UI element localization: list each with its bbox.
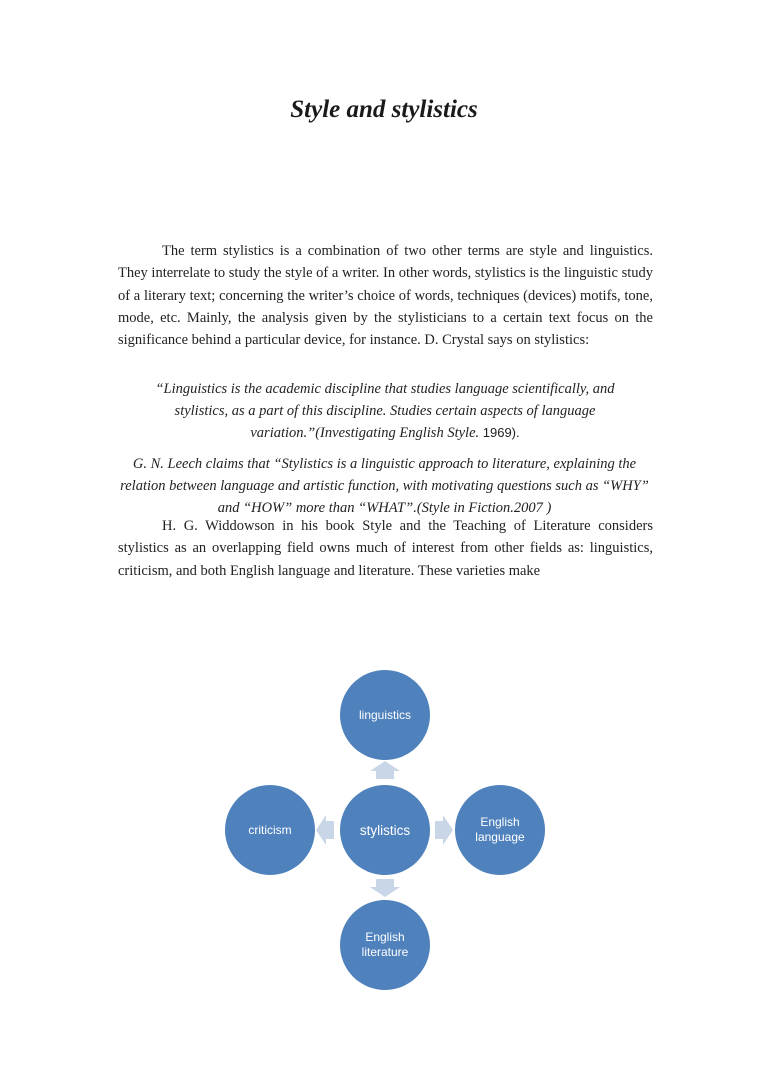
arrow-down-icon bbox=[370, 877, 400, 897]
node-linguistics: linguistics bbox=[340, 670, 430, 760]
node-stylistics: stylistics bbox=[340, 785, 430, 875]
arrow-right-icon bbox=[433, 815, 453, 845]
leech-quote: G. N. Leech claims that “Stylistics is a linguistic approach to literature, explaining the relation between language and artistic function, with motivating questions such as “WHY” and “HOW” more than “WHAT”.(Style in Fiction.2007 ) bbox=[120, 456, 649, 516]
paragraph-intro: The term stylistics is a combination of two other terms are style and linguistics. They interrelate to study the style of a writer. In other words, stylistics is the linguistic study of a literary text; concerning the writer’s choice of words, techniques (devices) motifs, tone, mode, etc. Mainly, the analysis given by the stylisticians to a certain text focus on the significance behind a particular device, for instance. D. Crystal says on stylistics: bbox=[118, 243, 653, 349]
body-text bbox=[118, 240, 653, 351]
document-title: Style and stylistics bbox=[290, 96, 478, 123]
crystal-quote bbox=[130, 378, 640, 444]
widdowson-paragraph: H. G. Widdowson in his book Style and the Teaching of Literature considers stylistics as an overlapping field owns much of interest from other fields as: linguistics, criticism, and both English language and literature. These varieties make bbox=[118, 518, 653, 579]
node-criticism: criticism bbox=[225, 785, 315, 875]
arrow-left-icon bbox=[316, 815, 336, 845]
crystal-quote-year: 1969). bbox=[479, 425, 520, 440]
arrow-up-icon bbox=[370, 761, 400, 781]
crystal-quote-text: “Linguistics is the academic discipline that studies language scientifically, and stylistics, as a part of this discipline. Studies certain aspects of language variation.”(Investigating English Style. bbox=[155, 381, 615, 441]
node-english-language: English language bbox=[455, 785, 545, 875]
node-english-literature: English literature bbox=[340, 900, 430, 990]
